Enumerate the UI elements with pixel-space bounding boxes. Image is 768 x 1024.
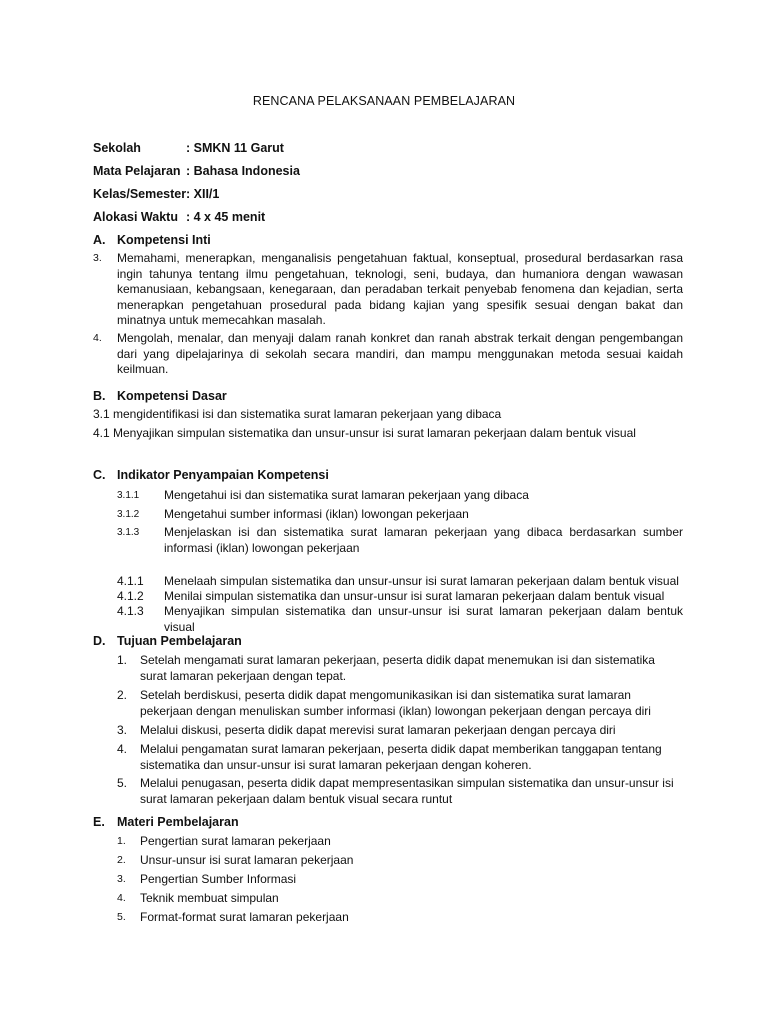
document-title: RENCANA PELAKSANAAN PEMBELAJARAN — [252, 94, 516, 108]
objective-number: 1. — [117, 653, 128, 667]
objective-item — [117, 688, 683, 719]
section-title: Kompetensi Inti — [117, 233, 211, 247]
objective-text: Setelah mengamati surat lamaran pekerjaan, peserta didik dapat menemukan isi dan sistematika surat lamaran pekerjaan dengan tepat. — [140, 653, 655, 683]
indicator-item — [117, 488, 683, 504]
material-text: Teknik membuat simpulan — [140, 891, 279, 905]
objective-text: Setelah berdiskusi, peserta didik dapat mengomunikasikan isi dan sistematika surat lamaran pekerjaan dengan menuliskan sumber informasi (iklan) lowongan pekerjaan dengan percaya diri — [140, 688, 651, 718]
identity-label: Mata Pelajaran — [93, 164, 181, 178]
indicator-item — [117, 574, 683, 590]
objective-number: 3. — [117, 723, 128, 737]
ki-text: Mengolah, menalar, dan menyaji dalam ranah konkret dan ranah abstrak terkait dengan pengembangan dari yang dipelajarinya di sekolah secara mandiri, dan mampu menggunakan metoda sesuai kaidah keilmuan. — [117, 331, 683, 376]
indicator-text: Menyajikan simpulan sistematika dan unsur-unsur isi surat lamaran pekerjaan dalam bentuk visual — [164, 604, 683, 634]
kd-item: 4.1 Menyajikan simpulan sistematika dan unsur-unsur isi surat lamaran pekerjaan dalam bentuk visual — [93, 426, 636, 440]
ki-item — [93, 331, 683, 378]
objective-item — [117, 653, 683, 684]
ki-item — [93, 251, 683, 329]
section-letter: A. — [93, 233, 106, 247]
section-letter: C. — [93, 468, 106, 482]
section-title: Materi Pembelajaran — [117, 815, 239, 829]
objective-item — [117, 776, 683, 807]
indicator-text: Mengetahui isi dan sistematika surat lamaran pekerjaan yang dibaca — [164, 488, 529, 502]
material-number: 1. — [117, 835, 126, 847]
indicator-number: 4.1.2 — [117, 589, 144, 603]
identity-value: : 4 x 45 menit — [186, 210, 266, 224]
material-number: 5. — [117, 911, 126, 923]
section-letter: B. — [93, 389, 106, 403]
indicator-number: 3.1.2 — [117, 509, 140, 520]
identity-value: : SMKN 11 Garut — [186, 141, 284, 155]
objective-text: Melalui penugasan, peserta didik dapat mempresentasikan simpulan sistematika dan unsur-unsur isi surat lamaran pekerjaan dalam bentuk visual secara runtut — [140, 776, 674, 806]
material-text: Unsur-unsur isi surat lamaran pekerjaan — [140, 853, 354, 867]
identity-value: : XII/1 — [186, 187, 220, 201]
indicator-number: 4.1.3 — [117, 604, 144, 618]
objective-text: Melalui pengamatan surat lamaran pekerjaan, peserta didik dapat memberikan tanggapan tentang sistematika dan unsur-unsur isi surat lamaran pekerjaan dengan koheren. — [140, 742, 662, 772]
objective-number: 4. — [117, 742, 128, 756]
objective-number: 5. — [117, 776, 128, 790]
section-letter: E. — [93, 815, 105, 829]
objective-item — [117, 723, 683, 739]
indicator-number: 3.1.3 — [117, 527, 140, 538]
indicator-text: Menelaah simpulan sistematika dan unsur-unsur isi surat lamaran pekerjaan dalam bentuk visual — [164, 574, 679, 588]
indicator-number: 4.1.1 — [117, 574, 144, 588]
identity-value: : Bahasa Indonesia — [186, 164, 300, 178]
material-text: Pengertian Sumber Informasi — [140, 872, 297, 886]
material-text: Pengertian surat lamaran pekerjaan — [140, 834, 331, 848]
identity-label: Sekolah — [93, 141, 141, 155]
objective-text: Melalui diskusi, peserta didik dapat merevisi surat lamaran pekerjaan dengan percaya diri — [140, 723, 616, 737]
objective-number: 2. — [117, 688, 128, 702]
indicator-item — [117, 589, 683, 605]
material-text: Format-format surat lamaran pekerjaan — [140, 910, 349, 924]
objective-item — [117, 742, 683, 773]
indicator-item — [117, 525, 683, 556]
section-title: Kompetensi Dasar — [117, 389, 227, 403]
material-number: 3. — [117, 873, 126, 885]
indicator-text: Menilai simpulan sistematika dan unsur-unsur isi surat lamaran pekerjaan dalam bentuk visual — [164, 589, 665, 603]
indicator-text: Menjelaskan isi dan sistematika surat lamaran pekerjaan yang dibaca berdasarkan sumber informasi (iklan) lowongan pekerjaan — [164, 525, 683, 555]
indicator-item — [117, 604, 683, 635]
material-number: 4. — [117, 892, 126, 904]
section-letter: D. — [93, 634, 106, 648]
identity-label: Alokasi Waktu — [93, 210, 178, 224]
section-title: Indikator Penyampaian Kompetensi — [117, 468, 329, 482]
indicator-item — [117, 507, 683, 523]
ki-number: 3. — [93, 252, 102, 264]
indicator-number: 3.1.1 — [117, 490, 140, 501]
material-number: 2. — [117, 854, 126, 866]
kd-item: 3.1 mengidentifikasi isi dan sistematika surat lamaran pekerjaan yang dibaca — [93, 407, 502, 421]
section-title: Tujuan Pembelajaran — [117, 634, 242, 648]
ki-number: 4. — [93, 332, 102, 344]
identity-label: Kelas/Semester — [93, 187, 187, 201]
indicator-text: Mengetahui sumber informasi (iklan) lowongan pekerjaan — [164, 507, 469, 521]
ki-text: Memahami, menerapkan, menganalisis pengetahuan faktual, konseptual, prosedural berdasarkan rasa ingin tahunya tentang ilmu pengetahuan, teknologi, seni, budaya, dan humaniora dengan wawasan kemanusiaan, kebangsaan, kenegaraan, dan peradaban terkait penyebab fenomena dan kejadian, serta menerapkan pengetahuan prosedural pada bidang kajian yang spesifik sesuai dengan bakat dan minatnya untuk memecahkan masalah. — [117, 251, 683, 327]
